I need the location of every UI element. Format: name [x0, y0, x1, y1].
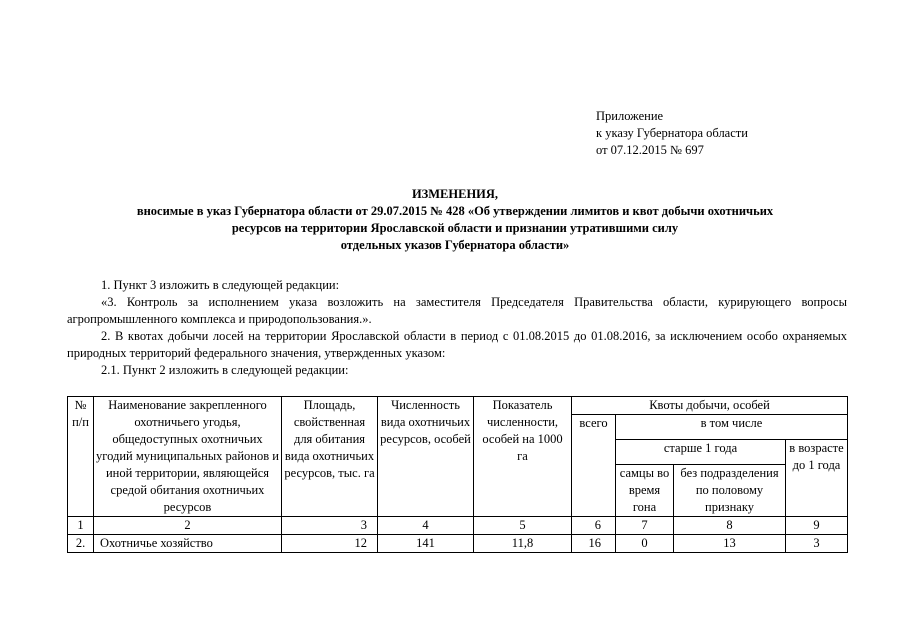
header-count: Численность вида охотничьих ресурсов, особей	[378, 397, 474, 517]
table-row	[68, 535, 848, 553]
col-number: 2	[94, 517, 282, 535]
col-number: 3	[282, 517, 378, 535]
document-title	[60, 186, 850, 254]
appendix-line-3: от 07.12.2015 № 697	[596, 143, 704, 157]
header-young: в возрасте до 1 года	[786, 440, 848, 517]
paragraph-1: 1. Пункт 3 изложить в следующей редакции:	[101, 278, 340, 292]
appendix-line-2: к указу Губернатора области	[596, 126, 748, 140]
col-number: 8	[674, 517, 786, 535]
title-line-3: отдельных указов Губернатора области»	[340, 238, 570, 252]
row-density: 11,8	[474, 535, 572, 553]
col-number: 1	[68, 517, 94, 535]
document-body	[67, 277, 847, 379]
header-total: всего	[572, 415, 616, 517]
appendix-line-1: Приложение	[596, 109, 664, 123]
row-young: 3	[786, 535, 848, 553]
header-area: Площадь, свойственная для обитания вида охотничьих ресурсов, тыс. га	[282, 397, 378, 517]
header-nosex: без подразделения по половому признаку	[674, 465, 786, 517]
paragraph-3: 2. В квотах добычи лосей на территории Ярославской области в период с 01.08.2015 до 01.08.2016, за исключением особо охраняемых природных территорий федерального значения, утвержденных указом:	[67, 329, 847, 360]
row-males: 0	[616, 535, 674, 553]
col-number: 7	[616, 517, 674, 535]
header-density: Показатель численности, особей на 1000 га	[474, 397, 572, 517]
paragraph-2: «3. Контроль за исполнением указа возложить на заместителя Председателя Правительства области, курирующего вопросы агропромышленного комплекса и природопользования.».	[67, 295, 847, 326]
title-line-2: ресурсов на территории Ярославской области и признании утратившими силу	[231, 221, 679, 235]
row-name: Охотничье хозяйство	[94, 535, 282, 553]
col-number: 5	[474, 517, 572, 535]
row-num: 2.	[68, 535, 94, 553]
row-total: 16	[572, 535, 616, 553]
title-heading: ИЗМЕНЕНИЯ,	[411, 187, 499, 201]
appendix-block	[596, 108, 748, 159]
col-number: 9	[786, 517, 848, 535]
header-older: старше 1 года	[616, 440, 786, 465]
row-count: 141	[378, 535, 474, 553]
header-males: самцы во время гона	[616, 465, 674, 517]
column-number-row	[68, 517, 848, 535]
header-including: в том числе	[616, 415, 848, 440]
col-number: 6	[572, 517, 616, 535]
header-row-1	[68, 397, 848, 415]
paragraph-4: 2.1. Пункт 2 изложить в следующей редакции:	[101, 363, 349, 377]
title-line-1: вносимые в указ Губернатора области от 29.07.2015 № 428 «Об утверждении лимитов и квот добычи охотничьих	[136, 204, 774, 218]
header-name: Наименование закрепленного охотничьего угодья, общедоступных охотничьих угодий муниципальных районов и иной территории, являющейся средой обитания охотничьих ресурсов	[94, 397, 282, 517]
row-nosex: 13	[674, 535, 786, 553]
quota-table	[67, 396, 848, 553]
row-area: 12	[282, 535, 378, 553]
header-quotas: Квоты добычи, особей	[572, 397, 848, 415]
col-number: 4	[378, 517, 474, 535]
header-num: № п/п	[68, 397, 94, 517]
